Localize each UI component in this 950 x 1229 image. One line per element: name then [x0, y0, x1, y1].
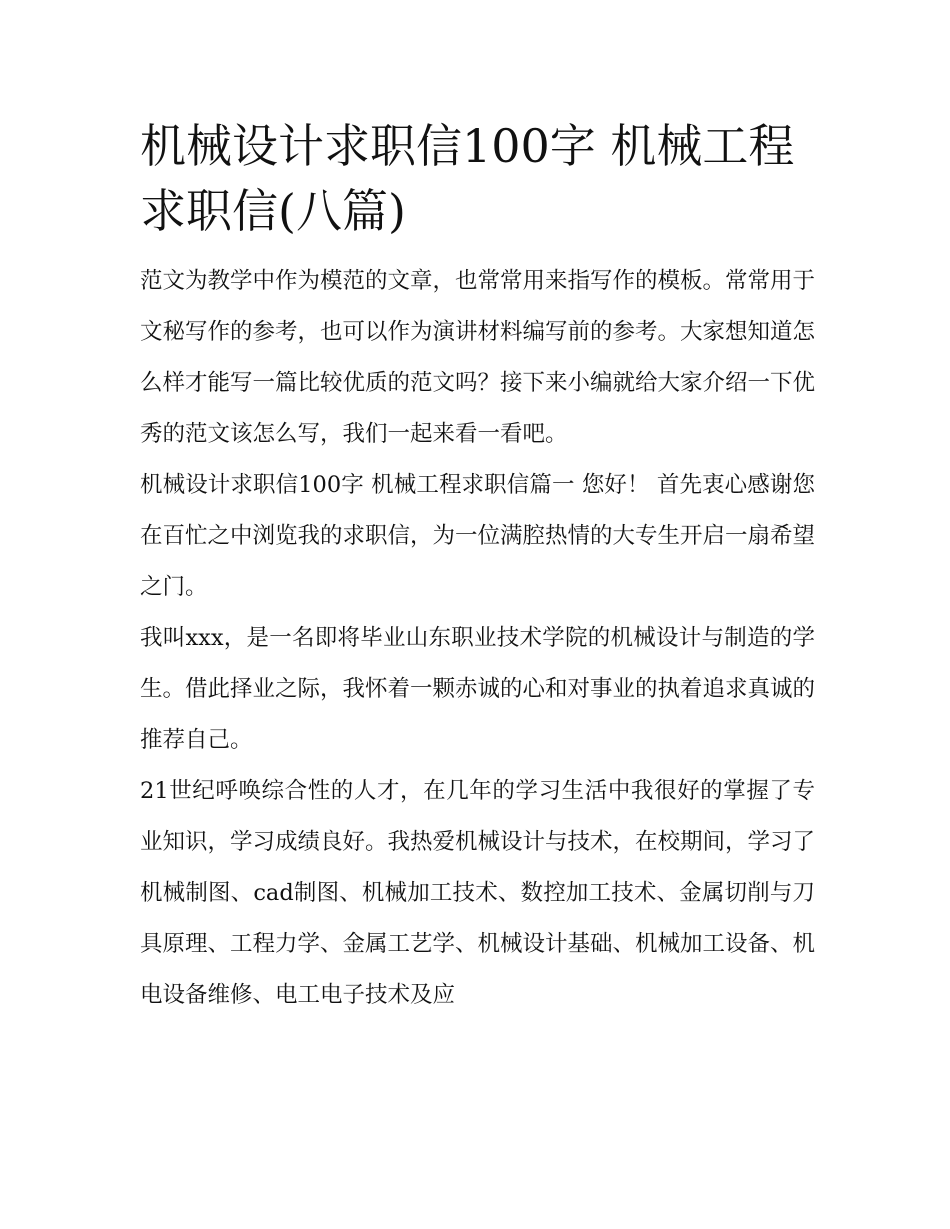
paragraph-skills: 21世纪呼唤综合性的人才，在几年的学习生活中我很好的掌握了专业知识，学习成绩良好。我热爱机械设计与技术，在校期间，学习了机械制图、cad制图、机械加工技术、数控加工技术、金属切削与刀具原理、工程力学、金属工艺学、机械设计基础、机械加工设备、机电设备维修、电工电子技术及应	[140, 778, 816, 1008]
paragraph-self-introduction: 我叫xxx，是一名即将毕业山东职业技术学院的机械设计与制造的学生。借此择业之际，我怀着一颗赤诚的心和对事业的执着追求真诚的推荐自己。	[140, 625, 816, 753]
paragraph-intro: 范文为教学中作为模范的文章，也常常用来指写作的模板。常常用于文秘写作的参考，也可以作为演讲材料编写前的参考。大家想知道怎么样才能写一篇比较优质的范文吗？接下来小编就给大家介绍一下优秀的范文该怎么写，我们一起来看一看吧。	[140, 268, 816, 447]
document-body	[140, 114, 815, 1021]
document-title: 机械设计求职信100字 机械工程求职信(八篇)	[140, 119, 795, 238]
paragraph-greeting: 机械设计求职信100字 机械工程求职信篇一 您好！ 首先衷心感谢您在百忙之中浏览我的求职信，为一位满腔热情的大专生开启一扇希望之门。	[140, 472, 816, 600]
